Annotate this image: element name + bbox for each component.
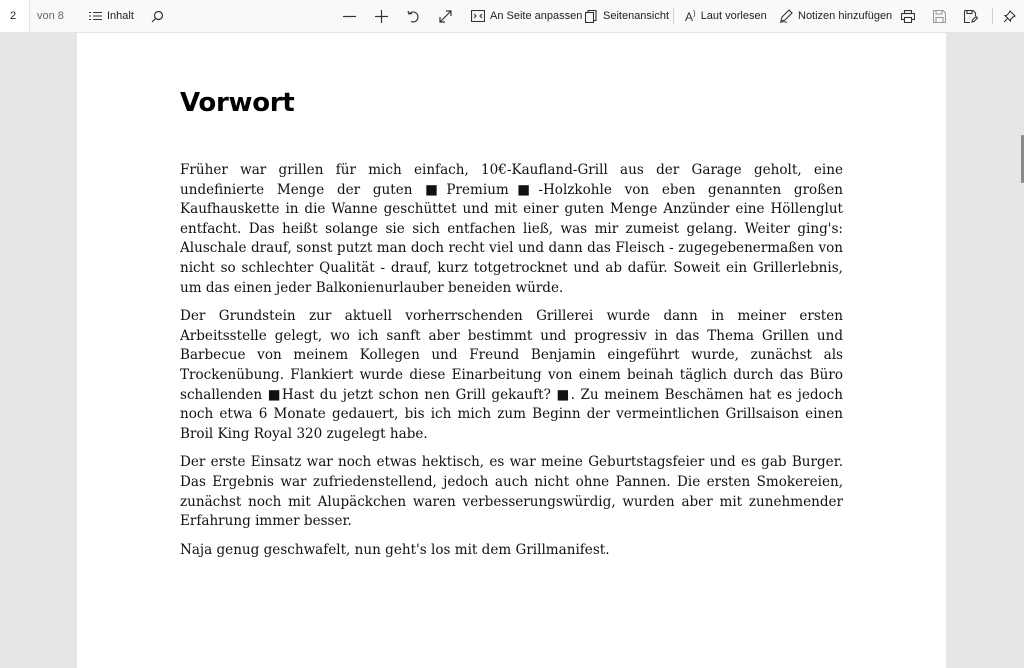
document-body [180,161,843,569]
toolbar-divider [673,8,674,24]
pin-icon [1003,10,1016,23]
pin-button[interactable] [1003,0,1016,32]
contents-label: Inhalt [107,10,134,22]
rotate-icon [407,10,420,23]
read-aloud-button[interactable] [685,0,767,32]
zoom-out-icon [343,10,356,23]
page-number-input[interactable]: 2 [0,0,30,32]
fullscreen-button[interactable] [439,0,452,32]
contents-icon [89,11,102,21]
fit-page-icon [471,10,485,22]
toolbar-divider [992,8,993,24]
paragraph: Der Grundstein zur aktuell vorherrschenden Grillerei wurde dann in meiner ersten Arbeitsstelle gelegt, wo ich sanft aber bestimmt und progressiv in das Thema Grillen und Barbecue von meinem Kollegen und Freund Benjamin eingeführt wurde, zunächst als Trockenübung. Flankiert wurde diese Einarbeitung von einem beinah täglich durch das Büro schallenden ■Hast du jetzt schon nen Grill gekauft? ■. Zu meinem Beschämen hat es jedoch noch etwa 6 Monate gedauert, bis ich mich zum Beginn der vermeintlichen Grillsaison einen Broil King Royal 320 zugelegt habe. [180,308,843,442]
document-page [77,33,946,668]
read-aloud-icon: A) [685,8,696,24]
add-notes-button[interactable] [779,0,892,32]
print-icon [901,10,915,23]
fullscreen-icon [439,10,452,23]
page-heading: Vorwort [180,88,295,118]
page-view-icon [585,10,598,23]
pdf-toolbar [0,0,1024,33]
print-button[interactable] [901,0,915,32]
zoom-in-icon [375,10,388,23]
rotate-button[interactable] [407,0,420,32]
paragraph: Früher war grillen für mich einfach, 10€-Kaufland-Grill aus der Garage geholt, eine undefinierte Menge der guten ■Premium■-Holzkohle von eben genannten großen Kaufhauskette in die Wanne geschüttet und mit einer guten Menge Anzünder eine Höllenglut entfacht. Das heißt solange sie sich entfachen ließ, was mir zumeist gelang. Weiter ging's: Aluschale drauf, sonst putzt man doch recht viel und dann das Fleisch - zugegebenermaßen von nicht so schlechter Qualität - drauf, kurz totgetrocknet und ab dafür. Soweit ein Grillerlebnis, um das einen jeder Balkonienurlauber beneiden würde. [180,162,843,296]
save-as-icon [964,10,978,23]
zoom-out-button[interactable] [343,0,356,32]
notes-pen-icon [779,9,793,23]
paragraph: Der erste Einsatz war noch etwas hektisch, es war meine Geburtstagsfeier und es gab Burger. Das Ergebnis war zufriedenstellend, jedoch auch nicht ohne Pannen. Die ersten Smokereien, zunächst noch mit Alupäckchen waren verbesserungswürdig, wurden aber mit zunehmender Erfahrung immer besser. [180,454,843,530]
save-button[interactable] [933,0,946,32]
page-total-label: von 8 [37,10,64,22]
search-button[interactable] [151,0,164,32]
viewer-background-left [0,33,77,668]
viewer-background-right [946,33,1024,668]
save-as-button[interactable] [964,0,978,32]
paragraph: Naja genug geschwafelt, nun geht's los mit dem Grillmanifest. [180,541,610,558]
zoom-in-button[interactable] [375,0,388,32]
contents-button[interactable] [89,0,134,32]
page-view-button[interactable] [585,0,669,32]
fit-page-button[interactable] [471,0,582,32]
read-aloud-label: Laut vorlesen [700,10,767,22]
search-icon [151,10,164,23]
add-notes-label: Notizen hinzufügen [798,10,893,22]
page-view-label: Seitenansicht [603,10,670,22]
fit-page-label: An Seite anpassen [490,10,583,22]
save-icon [933,10,946,23]
